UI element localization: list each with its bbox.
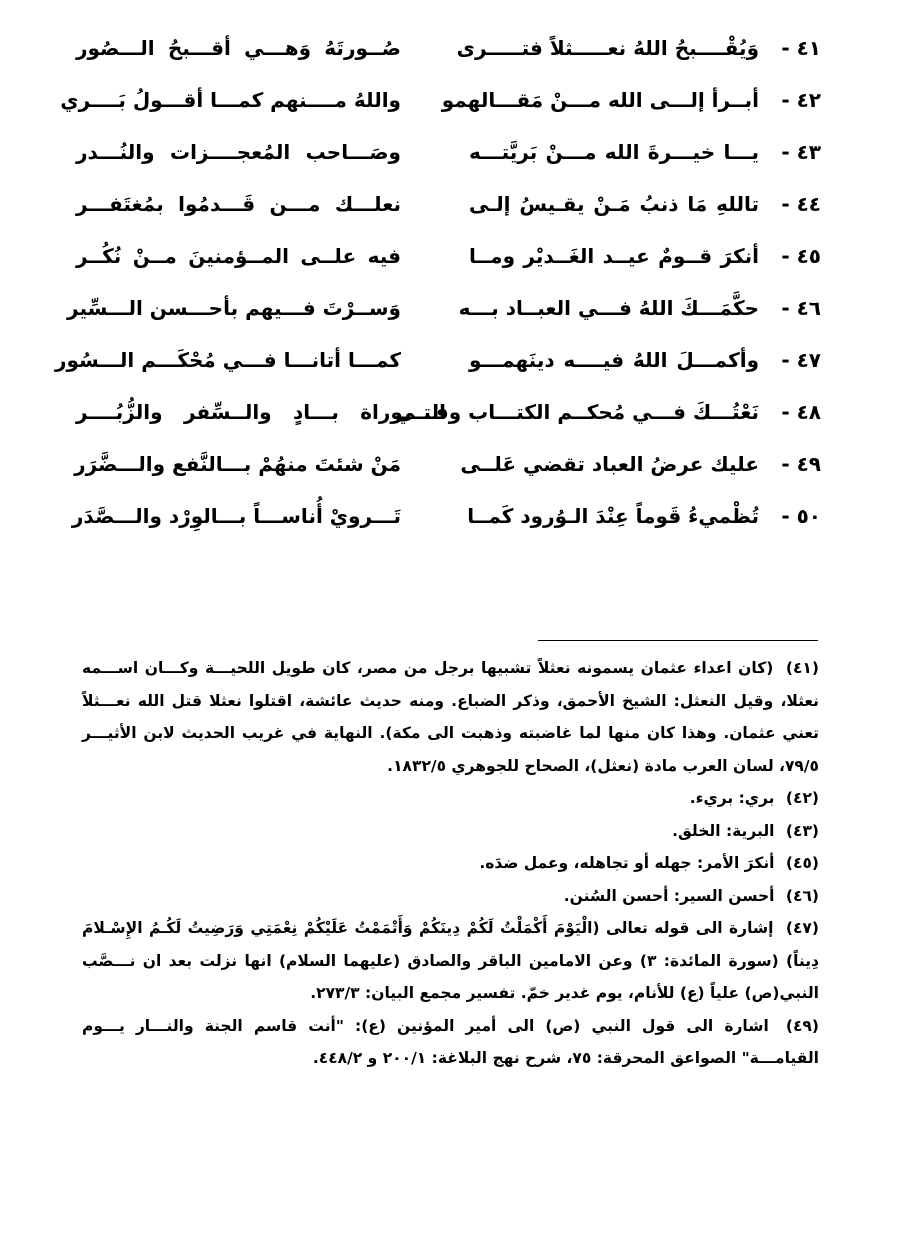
verse-second-hemistich: فيه علــى المــؤمنينَ مــنْ نُكُــر [76,244,401,268]
verse-number: ٤٢ - [781,88,821,112]
footnotes [82,652,819,1075]
verse-number: ٤٨ - [781,400,821,424]
footnote-divider [538,640,818,641]
footnote-43 [82,815,819,848]
verse-first-hemistich: وأكمـــلَ اللهُ فيــــه دينَهمـــو [469,348,759,372]
verse-first-hemistich: نَعْتُـــكَ فـــي مُحكــم الكتـــاب وفـــي [394,400,759,424]
footnote-text: البرية: الخلق. [672,821,775,840]
verse-50 [71,490,821,542]
verse-45 [76,230,821,282]
verse-41 [76,22,821,74]
verse-49 [76,438,821,490]
verse-second-hemistich: نعلـــك مـــن قَـــدمُوا بمُغتَفـــر [76,192,401,216]
verse-number: ٤١ - [781,36,821,60]
verse-43 [76,126,821,178]
verse-second-hemistich: التـــوراة بـــادٍ والــسِّفر والزُّبُــــر [76,400,446,424]
verse-number: ٤٩ - [781,452,821,476]
footnote-number: (٤٢) [785,789,819,807]
footnote-text: بري: بريء. [689,789,775,807]
verse-number: ٥٠ - [781,504,821,528]
verse-second-hemistich: صُــورتَهُ وَهـــي أقـــبحُ الـــصُور [76,36,401,60]
verse-first-hemistich: يـــا خيـــرةَ الله مـــنْ بَريَّتـــه [469,140,759,164]
verse-second-hemistich: مَنْ شئتَ منهُمْ بـــالنَّفع والـــضَّرَر [74,452,401,476]
verse-second-hemistich: وصَـــاحب المُعجــــزات والنُـــدر [76,140,401,164]
verse-number: ٤٥ - [781,244,821,268]
footnote-number: (٤١) [785,659,819,677]
verse-first-hemistich: أبــرأ إلـــى الله مـــنْ مَقـــالهمو [441,88,759,112]
verse-first-hemistich: أنكرَ قــومٌ عيــد الغَــديْر ومــا [469,244,759,268]
poem-verses [54,22,821,542]
verse-number: ٤٦ - [781,296,821,320]
verse-second-hemistich: كمـــا أتانـــا فـــي مُحْكَـــم الـــسُور [54,348,401,372]
verse-number: ٤٧ - [781,348,821,372]
footnote-text: اشارة الى قول النبي (ص) الى أمير المؤنين (ع): "أنت قاسم الجنة والنـــار يـــوم القيامـــة" الصواعق المحرقة: ٧٥، شرح نهج البلاغة: ٢٠٠/١ و ٤٤٨/٢. [82,1016,819,1067]
footnote-41 [82,652,819,782]
verse-number: ٤٣ - [781,140,821,164]
verse-first-hemistich: عليك عرضُ العباد تقضي عَلــى [460,452,759,476]
verse-number: ٤٤ - [781,192,821,216]
footnote-42 [82,782,819,815]
footnote-45 [82,847,819,880]
footnote-text: أنكرَ الأمر: جهله أو تجاهله، وعمل ضدَه. [479,854,775,872]
footnote-46 [82,880,819,913]
verse-first-hemistich: حكَّمَـــكَ اللهُ فـــي العبــاد بـــه [458,296,759,320]
verse-44 [76,178,821,230]
verse-first-hemistich: وَيُقْــــبحُ اللهُ نعـــــثلاً فتـــــرى [456,36,759,60]
verse-42 [60,74,821,126]
footnote-text: أحسن السير: أحسن السُنن. [563,886,775,905]
footnote-number: (٤٧) [785,919,819,937]
footnote-number: (٤٩) [785,1016,819,1035]
footnote-text: (كان اعداء عثمان يسمونه نعثلاً تشبيها برجل من مصر، كان طويل اللحيـــة وكـــان اســـمه نعثلا، وقيل النعثل: الشيخ الأحمق، وذكر الضباع. ومنه حديث عائشة، اقتلوا نعثلا قتل الله نعـــثلاً تعني عثمان. وهذا كان منها لما غاضبته وذهبت الى مكة). النهاية في غريب الحديث لابن الأثيـــر ٧٩/٥، لسان العرب مادة (نعثل)، الصحاح للجوهري ١٨٣٢/٥. [82,659,819,775]
verse-second-hemistich: تَـــرويْ أُناســـاً بـــالوِرْد والـــصَّدَر [71,504,401,528]
verse-second-hemistich: وَســرْتَ فـــيهم بأحـــسن الـــسِّير [67,296,401,320]
footnote-number: (٤٣) [785,821,819,840]
footnote-49 [82,1010,819,1075]
footnote-text: إشارة الى قوله تعالى (الْيَوْمَ أَكْمَلْتُ لَكُمْ دِينَكُمْ وَأَتْمَمْتُ عَلَيْكُمْ نِعْمَتِي وَرَضِيتُ لَكُـمُ الإِسْـلامَ دِيناً) (سورة المائدة: ٣) وعن الامامين الباقر والصادق (عليهما السلام) انها نزلت بعد ان نـــصَّب النبي(ص) علياً (ع) للأنام، يوم غدير خمّ. تفسير مجمع البيان: ٢٧٣/٣. [82,919,819,1002]
verse-first-hemistich: تاللهِ مَا ذنبُ مَـنْ يقـيسُ إلـى [469,192,759,216]
verse-47 [54,334,821,386]
verse-48 [76,386,821,438]
footnote-47 [82,912,819,1010]
footnote-number: (٤٦) [785,886,819,905]
verse-second-hemistich: واللهُ مــــنهم كمـــا أقـــولُ بَــــري [60,88,401,112]
verse-46 [67,282,821,334]
footnote-number: (٤٥) [785,854,819,872]
verse-first-hemistich: تُظْميءُ قَوماً عِنْدَ الـوُرود كَمــا [467,504,759,528]
